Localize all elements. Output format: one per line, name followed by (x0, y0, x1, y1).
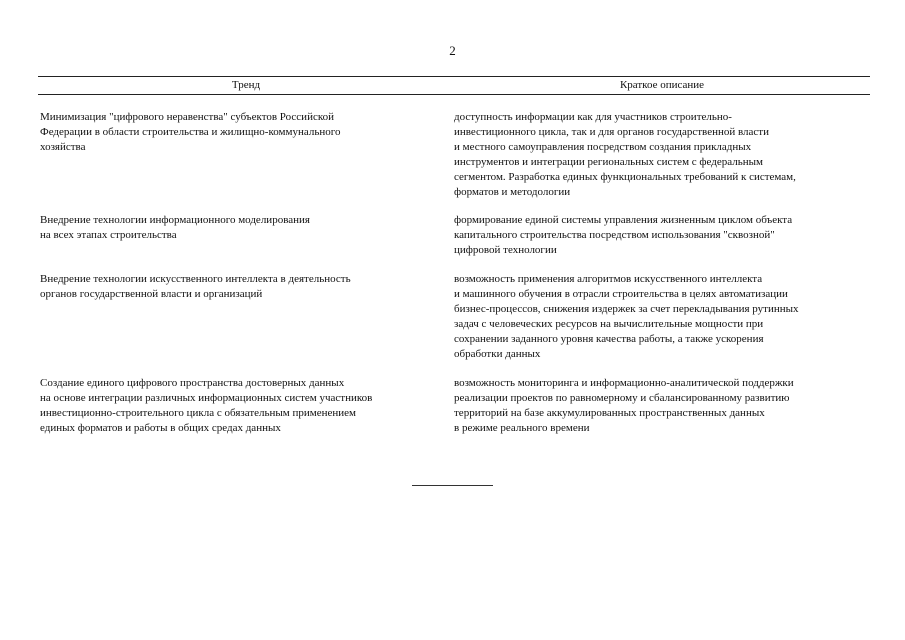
page-number: 2 (449, 43, 456, 58)
description-cell: доступность информации как для участников строительно- инвестиционного цикла, так и для органов государственной власти и местного самоуправления посредством создания прикладных инструментов и интеграции региональных систем с федеральным сегментом. Разработка единых функциональных требований к системам, форматов и методологии (454, 111, 796, 198)
table-header (38, 76, 870, 95)
description-cell: формирование единой системы управления жизненным циклом объекта капитального строительства посредством использования "сквозной" цифровой технологии (454, 214, 793, 256)
trend-cell: Внедрение технологии информационного моделирования на всех этапах строительства (40, 214, 310, 241)
end-separator-line (412, 485, 493, 486)
trend-cell: Минимизация "цифрового неравенства" субъектов Российской Федерации в области строительства и жилищно-коммунального хозяйства (40, 111, 341, 153)
header-trend: Тренд (231, 79, 261, 91)
header-description: Краткое описание (619, 79, 705, 91)
trend-cell: Создание единого цифрового пространства достоверных данных на основе интеграции различных информационных систем участников инвестиционно-строительного цикла с обязательным применением единых форматов и работы в общих средах данных (40, 377, 373, 434)
description-cell: возможность мониторинга и информационно-аналитической поддержки реализации проектов по равномерному и сбалансированному развитию территорий на базе аккумулированных пространственных данных в режиме реального времени (454, 377, 794, 434)
description-cell: возможность применения алгоритмов искусственного интеллекта и машинного обучения в отрасли строительства в целях автоматизации бизнес-процессов, снижения издержек за счет перекладывания рутинных задач с человеческих ресурсов на вычислительные мощности при сохранении заданного уровня качества работы, а также ускорения обработки данных (454, 273, 799, 360)
trend-cell: Внедрение технологии искусственного интеллекта в деятельность органов государственной власти и организаций (40, 273, 351, 300)
